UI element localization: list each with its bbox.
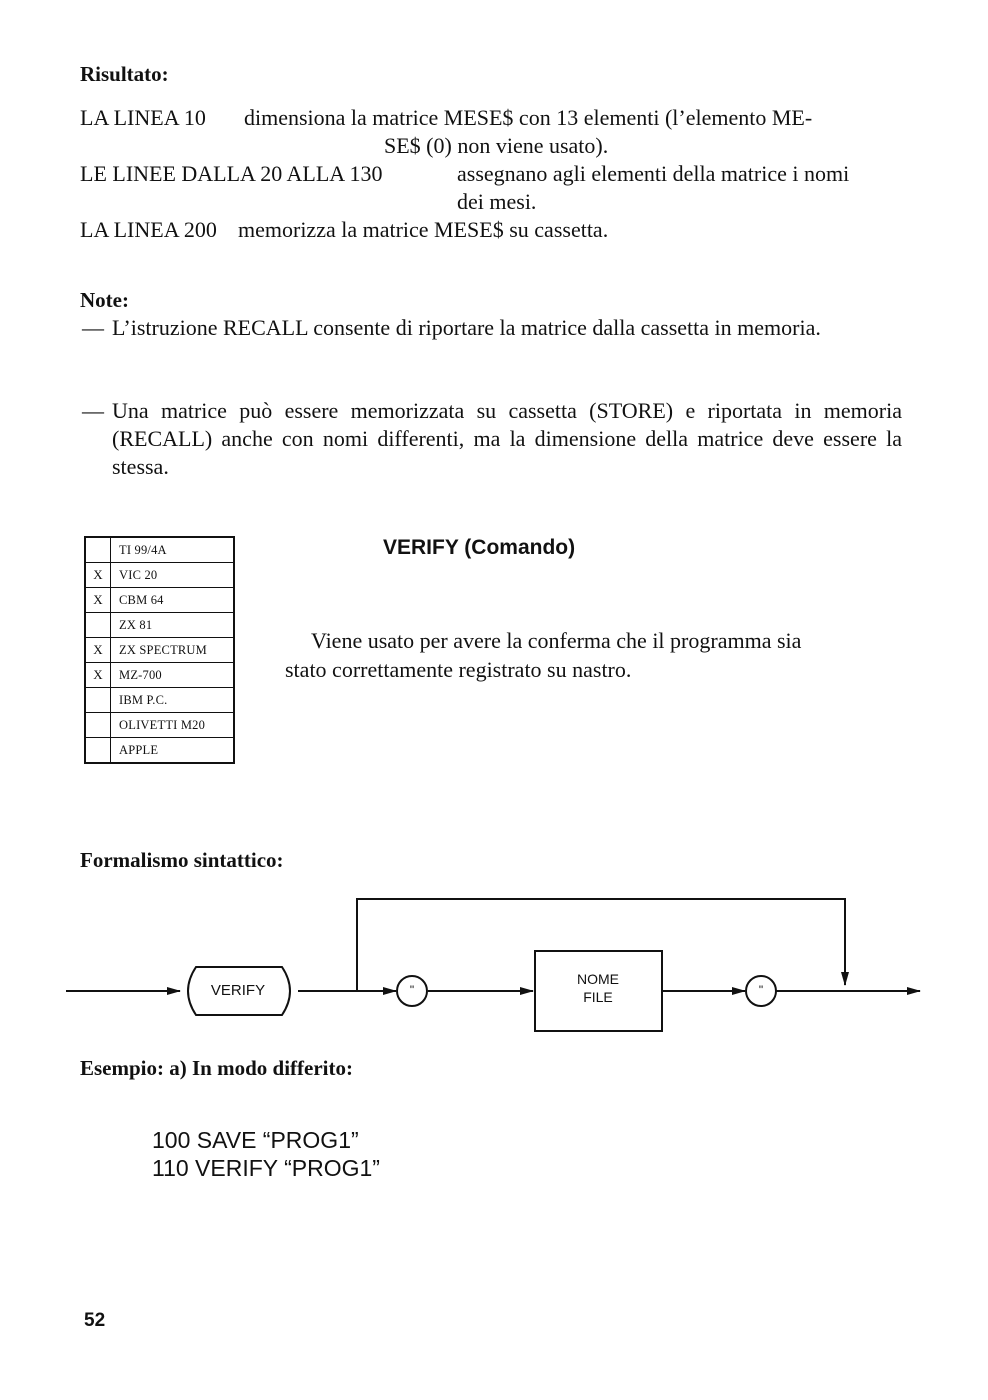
verify-description-line2: stato correttamente registrato su nastro.: [285, 657, 632, 682]
table-row: [85, 588, 234, 613]
table-row: [85, 613, 234, 638]
compat-mark: [85, 713, 111, 738]
verify-title: VERIFY (Comando): [383, 536, 576, 559]
compat-mark: [85, 688, 111, 713]
table-row: [85, 713, 234, 738]
compatibility-table: [84, 536, 235, 764]
table-row: [85, 638, 234, 663]
verify-description-line1: Viene usato per avere la conferma che il programma sia: [311, 628, 802, 653]
code-line: 100 SAVE “PROG1”: [152, 1127, 359, 1153]
diagram-quote-open: ": [409, 983, 415, 997]
risultato-line-cont: dei mesi.: [457, 189, 537, 214]
diagram-box-line2: FILE: [583, 989, 613, 1005]
compat-mark: [85, 738, 111, 764]
compat-mark: X: [85, 638, 111, 663]
compat-mark: [85, 613, 111, 638]
compat-name: OLIVETTI M20: [111, 713, 235, 738]
note-text: L’istruzione RECALL consente di riportare la matrice dalla cassetta in memoria.: [112, 315, 821, 340]
diagram-quote-close: ": [758, 983, 764, 997]
note-item: [82, 397, 902, 481]
compat-name: MZ-700: [111, 663, 235, 688]
formalismo-heading: Formalismo sintattico:: [80, 848, 284, 872]
table-row: [85, 537, 234, 563]
table-row: [85, 738, 234, 764]
code-line: 110 VERIFY “PROG1”: [152, 1155, 380, 1181]
verify-description: [285, 626, 885, 684]
table-row: [85, 663, 234, 688]
note-dash: —: [82, 398, 104, 423]
risultato-heading: Risultato:: [80, 62, 169, 86]
diagram-box-line1: NOME: [577, 971, 619, 987]
risultato-line-text: memorizza la matrice MESE$ su cassetta.: [238, 217, 609, 242]
page-number: 52: [84, 1310, 106, 1331]
compat-mark: X: [85, 663, 111, 688]
syntax-diagram: [0, 880, 988, 1040]
note-item: [82, 314, 902, 342]
risultato-line-label: LE LINEE DALLA 20 ALLA 130: [80, 161, 383, 186]
risultato-line-cont: SE$ (0) non viene usato).: [384, 133, 609, 158]
risultato-line-label: LA LINEA 10: [80, 105, 206, 130]
note-heading: Note:: [80, 288, 129, 312]
compat-name: TI 99/4A: [111, 537, 235, 563]
compat-name: CBM 64: [111, 588, 235, 613]
compat-mark: X: [85, 588, 111, 613]
risultato-line-text: dimensiona la matrice MESE$ con 13 elementi (l’elemento ME-: [244, 105, 813, 130]
note-dash: —: [82, 315, 104, 340]
compat-name: VIC 20: [111, 563, 235, 588]
risultato-line-text: assegnano agli elementi della matrice i nomi: [457, 161, 850, 186]
compat-mark: X: [85, 563, 111, 588]
table-row: [85, 563, 234, 588]
note-text: Una matrice può essere memorizzata su cassetta (STORE) e riportata in memoria (RECALL) anche con nomi differenti, ma la dimensione della matrice deve essere la stessa.: [112, 398, 902, 479]
diagram-keyword-text: VERIFY: [210, 982, 266, 999]
compat-name: ZX SPECTRUM: [111, 638, 235, 663]
table-row: [85, 688, 234, 713]
compat-name: IBM P.C.: [111, 688, 235, 713]
compat-name: APPLE: [111, 738, 235, 764]
risultato-line-label: LA LINEA 200: [80, 217, 217, 242]
compat-name: ZX 81: [111, 613, 235, 638]
compat-mark: [85, 537, 111, 563]
esempio-heading: Esempio: a) In modo differito:: [80, 1056, 353, 1080]
